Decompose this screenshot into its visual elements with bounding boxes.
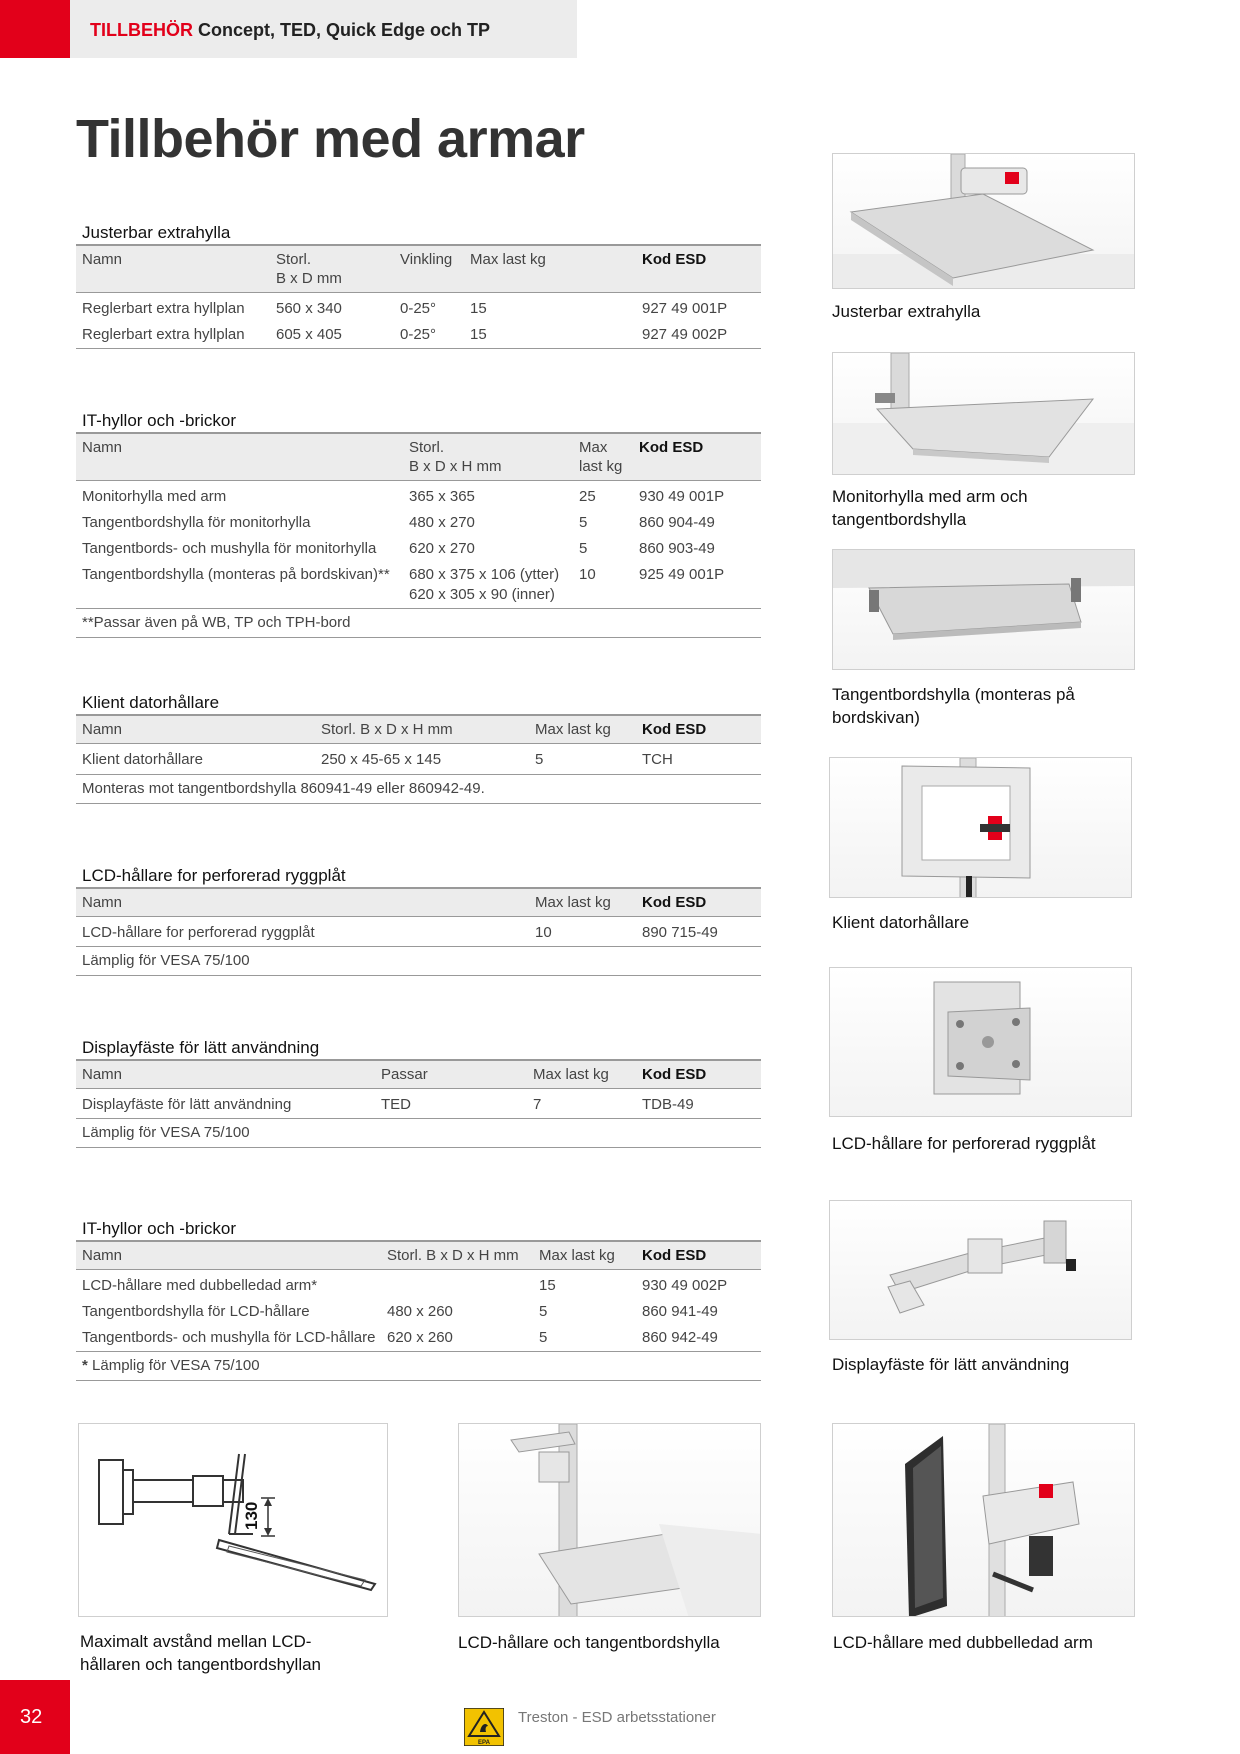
col-max-last: Max last kg <box>535 894 611 911</box>
cell-storlek: 620 x 270 <box>409 540 475 557</box>
cell-namn: Reglerbart extra hyllplan <box>82 300 245 317</box>
col-kod-esd: Kod ESD <box>642 721 707 738</box>
cell-kod: 860 941-49 <box>642 1303 718 1320</box>
cell-max-last: 7 <box>533 1096 542 1113</box>
diagram-max-avstand <box>78 1423 388 1617</box>
table-row <box>76 562 761 609</box>
table-note: Lämplig för VESA 75/100 <box>76 1119 761 1148</box>
col-namn: Namn <box>82 1066 123 1083</box>
cell-kod: 927 49 001P <box>642 300 728 317</box>
cell-max-last: 15 <box>470 300 487 317</box>
table-note <box>76 1352 761 1381</box>
col-namn: Namn <box>82 894 123 911</box>
caption-monitorhylla: Monitorhylla med arm och tangentbordshylla <box>832 487 1028 529</box>
cell-storlek <box>387 1276 539 1296</box>
cell-namn: Tangentbordshylla för LCD-hållare <box>82 1303 310 1320</box>
col-max-last: Max last kg <box>535 721 611 738</box>
header-red-tab <box>0 0 70 58</box>
photo-lcd-dubbelledad <box>832 1423 1135 1617</box>
table-header <box>76 716 761 744</box>
cell-storlek: 480 x 260 <box>387 1303 453 1320</box>
col-storlek: Storl. B x D x H mm <box>387 1247 519 1264</box>
table-row <box>76 1325 761 1352</box>
cell-max-last: 10 <box>579 566 596 583</box>
photo-lcd-tangentbord <box>458 1423 761 1617</box>
table-row <box>76 536 761 562</box>
section-it-hyllor <box>76 412 761 638</box>
cell-namn: LCD-hållare for perforerad ryggplåt <box>82 924 315 941</box>
cell-max-last: 10 <box>535 924 552 941</box>
photo-tangentbordshylla <box>832 549 1135 670</box>
table-row <box>76 744 761 775</box>
cell-max-last: 15 <box>470 326 487 343</box>
col-kod-esd: Kod ESD <box>642 1066 707 1083</box>
cell-vinkling: 0-25° <box>400 300 437 317</box>
footer-text: Treston - ESD arbetsstationer <box>518 1709 716 1726</box>
col-namn: Namn <box>82 251 123 268</box>
section-title: Justerbar extrahylla <box>76 224 761 246</box>
section-justerbar-extrahylla <box>76 224 761 349</box>
cell-namn: Monitorhylla med arm <box>82 488 227 505</box>
table-header <box>76 1242 761 1270</box>
section-title: Displayfäste för lätt användning <box>76 1039 761 1061</box>
caption-lcd-perforerad: LCD-hållare for perforerad ryggplåt <box>832 1134 1096 1153</box>
cell-kod: 890 715-49 <box>642 924 718 941</box>
cell-namn: Reglerbart extra hyllplan <box>82 326 245 343</box>
caption-lcd-dubbel: LCD-hållare med dubbelledad arm <box>833 1633 1093 1652</box>
cell-storlek: 480 x 270 <box>409 514 475 531</box>
cell-max-last: 5 <box>579 514 588 531</box>
table-header <box>76 246 761 293</box>
cell-kod: 930 49 001P <box>639 488 725 505</box>
note-text: Lämplig för VESA 75/100 <box>87 1357 260 1374</box>
section-klient-datorhallare <box>76 694 761 804</box>
cell-namn: Displayfäste för lätt användning <box>82 1096 292 1113</box>
table-row <box>76 1270 761 1299</box>
caption-klient: Klient datorhållare <box>832 913 970 932</box>
table-row <box>76 1299 761 1325</box>
cell-max-last: 5 <box>535 751 544 768</box>
caption-maxavstand: Maximalt avstånd mellan LCD-hållaren och tangentbordshyllan <box>80 1632 322 1674</box>
col-max-last: Max last kg <box>533 1066 609 1083</box>
page-title: Tillbehör med armar <box>76 109 585 169</box>
header-rest: Concept, TED, Quick Edge och TP <box>193 20 491 40</box>
col-max-last: Max last kg <box>470 251 546 268</box>
cell-kod: 930 49 002P <box>642 1277 728 1294</box>
cell-namn: Tangentbords- och mushylla för monitorhylla <box>82 540 377 557</box>
cell-storlek: 605 x 405 <box>276 326 342 343</box>
cell-passar: TED <box>381 1096 411 1113</box>
cell-namn: LCD-hållare med dubbelledad arm* <box>82 1277 318 1294</box>
photo-justerbar-extrahylla <box>832 153 1135 289</box>
cell-kod: 860 904-49 <box>639 514 715 531</box>
caption-displayfaste: Displayfäste för lätt användning <box>832 1355 1070 1374</box>
cell-max-last: 5 <box>579 540 588 557</box>
col-max-last: Max last kg <box>579 439 623 475</box>
cell-max-last: 5 <box>539 1329 548 1346</box>
caption-justerbar: Justerbar extrahylla <box>832 302 981 321</box>
table-note: Lämplig för VESA 75/100 <box>76 947 761 976</box>
cell-kod: 925 49 001P <box>639 566 725 583</box>
table-row <box>76 917 761 947</box>
section-it-hyllor-2 <box>76 1220 761 1381</box>
col-storlek: Storl. B x D mm <box>276 251 342 287</box>
table-row <box>76 293 761 322</box>
cell-kod: TDB-49 <box>642 1096 694 1113</box>
table-row <box>76 322 761 349</box>
cell-namn: Tangentbordshylla för monitorhylla <box>82 514 311 531</box>
cell-storlek: 680 x 375 x 106 (ytter) 620 x 305 x 90 (inner) <box>409 566 560 603</box>
section-title: Klient datorhållare <box>76 694 761 716</box>
photo-displayfaste <box>829 1200 1132 1340</box>
table-row <box>76 510 761 536</box>
section-title: IT-hyllor och -brickor <box>76 1220 761 1242</box>
col-storlek: Storl. B x D x H mm <box>409 439 502 475</box>
cell-max-last: 25 <box>579 488 596 505</box>
header-accent: TILLBEHÖR <box>90 20 193 40</box>
cell-storlek: 560 x 340 <box>276 300 342 317</box>
cell-max-last: 5 <box>539 1303 548 1320</box>
table-header <box>76 1061 761 1089</box>
cell-kod: 860 903-49 <box>639 540 715 557</box>
cell-storlek: 620 x 260 <box>387 1329 453 1346</box>
col-kod-esd: Kod ESD <box>642 251 707 268</box>
col-kod-esd: Kod ESD <box>642 1247 707 1264</box>
cell-kod: TCH <box>642 751 673 768</box>
section-lcd-hallare-perforerad <box>76 867 761 976</box>
photo-monitorhylla <box>832 352 1135 475</box>
table-header <box>76 434 761 481</box>
table-row <box>76 1089 761 1119</box>
dimension-label: 130 <box>242 1501 261 1530</box>
cell-namn: Tangentbordshylla (monteras på bordskivan)** <box>82 566 390 583</box>
section-title: LCD-hållare for perforerad ryggplåt <box>76 867 761 889</box>
note-star: * <box>82 1357 88 1374</box>
caption-tangentbordshylla: Tangentbordshylla (monteras på bordskivan) <box>832 685 1075 727</box>
section-displayfaste <box>76 1039 761 1148</box>
col-max-last: Max last kg <box>539 1247 615 1264</box>
esd-warning-icon <box>464 1708 504 1746</box>
cell-storlek: 365 x 365 <box>409 488 475 505</box>
caption-lcd-tangentbord: LCD-hållare och tangentbordshylla <box>458 1633 720 1652</box>
cell-kod: 860 942-49 <box>642 1329 718 1346</box>
col-storlek: Storl. B x D x H mm <box>321 721 453 738</box>
cell-kod: 927 49 002P <box>642 326 728 343</box>
col-passar: Passar <box>381 1066 428 1083</box>
col-namn: Namn <box>82 721 123 738</box>
page-number: 32 <box>20 1706 43 1728</box>
cell-vinkling: 0-25° <box>400 326 437 343</box>
cell-storlek: 250 x 45-65 x 145 <box>321 751 442 768</box>
cell-namn: Tangentbords- och mushylla för LCD-hållare <box>82 1329 376 1346</box>
table-note: Monteras mot tangentbordshylla 860941-49 eller 860942-49. <box>76 775 761 804</box>
col-kod-esd: Kod ESD <box>639 439 704 456</box>
running-header <box>90 20 490 41</box>
table-header <box>76 889 761 917</box>
col-namn: Namn <box>82 439 123 456</box>
cell-max-last: 15 <box>539 1277 556 1294</box>
table-row <box>76 481 761 510</box>
photo-klient-datorhallare <box>829 757 1132 898</box>
table-note: **Passar även på WB, TP och TPH-bord <box>76 609 761 638</box>
section-title: IT-hyllor och -brickor <box>76 412 761 434</box>
col-namn: Namn <box>82 1247 123 1264</box>
col-kod-esd: Kod ESD <box>642 894 707 911</box>
photo-lcd-hallare-perforerad <box>829 967 1132 1117</box>
cell-namn: Klient datorhållare <box>82 751 203 768</box>
esd-logo-text: EPA <box>478 1740 490 1746</box>
col-vinkling: Vinkling <box>400 251 453 268</box>
